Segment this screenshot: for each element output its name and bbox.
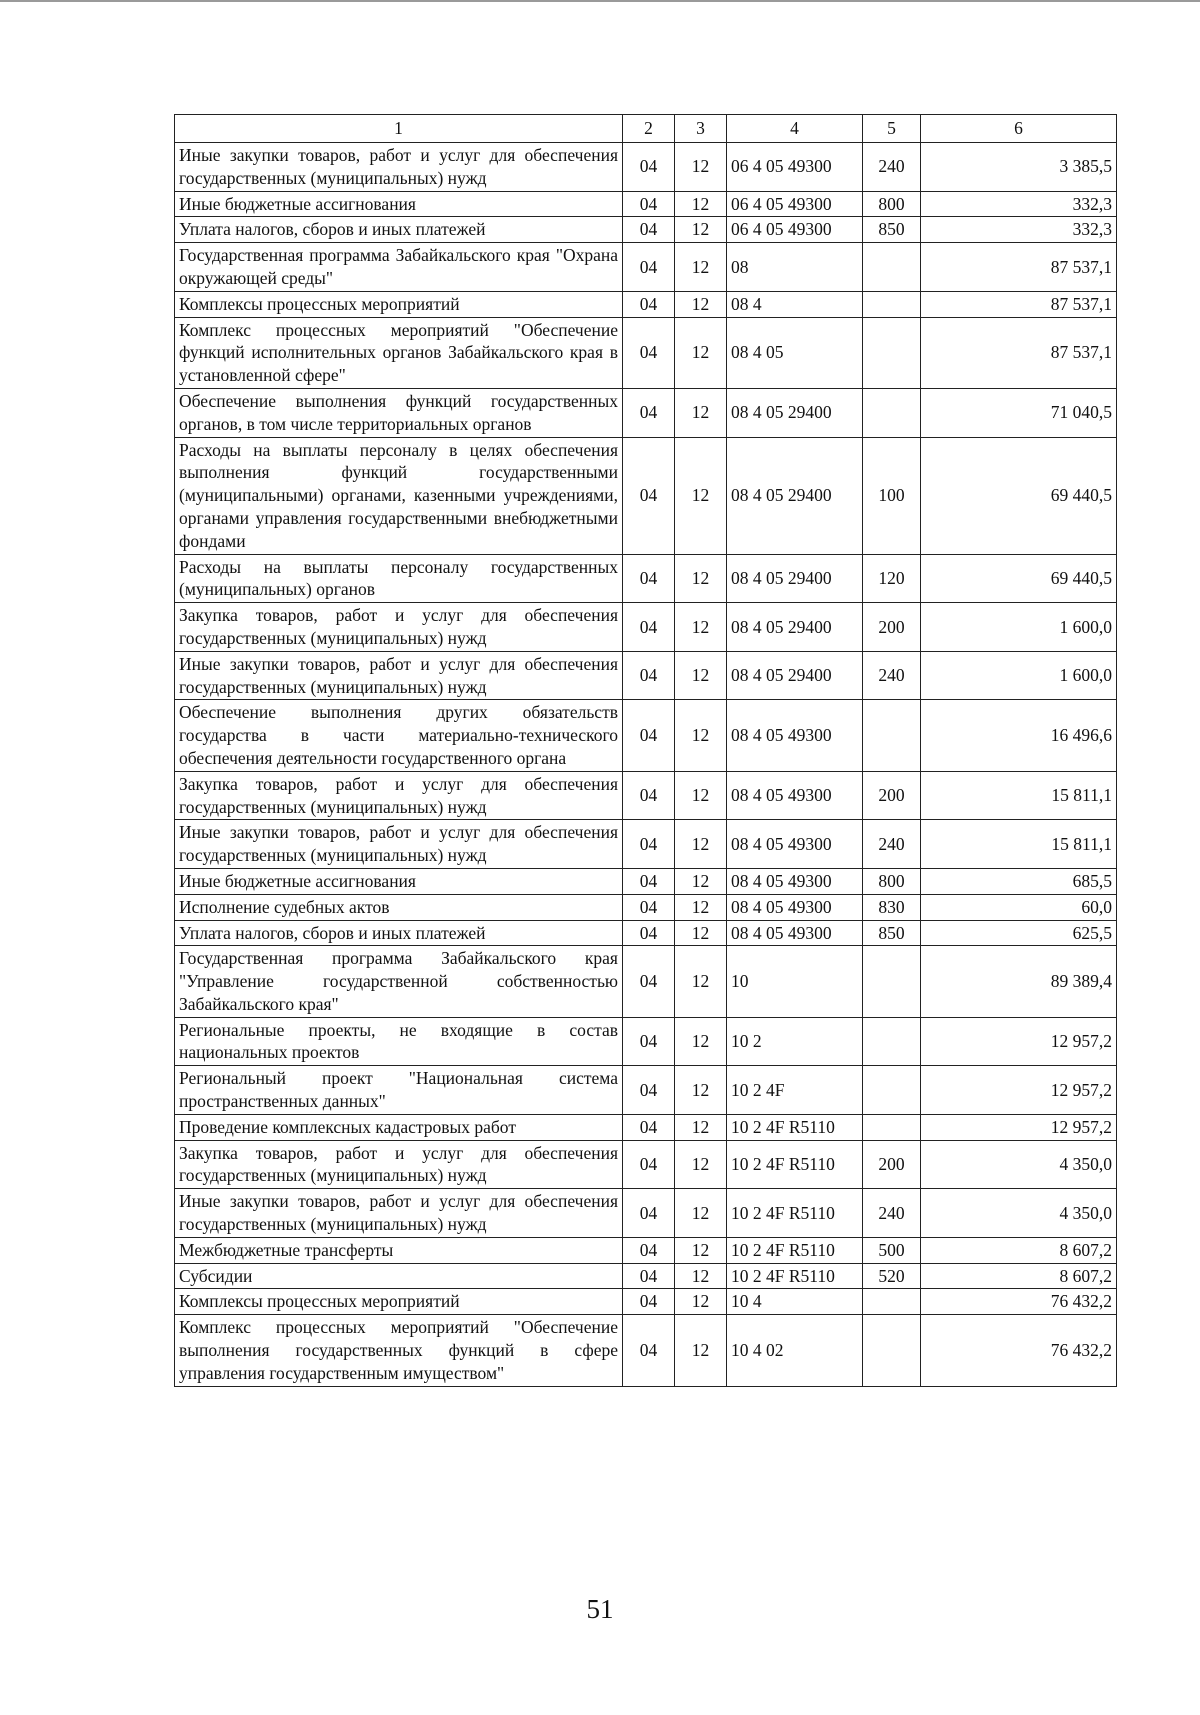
row-name-cell: Комплексы процессных мероприятий (175, 1289, 623, 1315)
row-target-article-cell: 08 4 05 49300 (727, 771, 863, 820)
row-section-cell: 04 (623, 1237, 675, 1263)
row-amount-cell: 685,5 (921, 868, 1117, 894)
row-amount-cell: 15 811,1 (921, 771, 1117, 820)
header-col-1: 1 (175, 115, 623, 143)
row-expense-type-cell: 830 (863, 894, 921, 920)
row-subsection-cell: 12 (675, 291, 727, 317)
row-section-cell: 04 (623, 771, 675, 820)
row-amount-cell: 8 607,2 (921, 1237, 1117, 1263)
row-expense-type-cell: 100 (863, 437, 921, 554)
header-col-2: 2 (623, 115, 675, 143)
row-amount-cell: 16 496,6 (921, 700, 1117, 771)
row-amount-cell: 4 350,0 (921, 1189, 1117, 1238)
row-target-article-cell: 06 4 05 49300 (727, 217, 863, 243)
row-subsection-cell: 12 (675, 317, 727, 388)
table-row (175, 437, 1117, 554)
row-subsection-cell: 12 (675, 1237, 727, 1263)
row-section-cell: 04 (623, 820, 675, 869)
row-amount-cell: 76 432,2 (921, 1289, 1117, 1315)
header-row (175, 115, 1117, 143)
table-row (175, 771, 1117, 820)
row-amount-cell: 76 432,2 (921, 1315, 1117, 1386)
row-subsection-cell: 12 (675, 771, 727, 820)
table-row (175, 191, 1117, 217)
table-row (175, 946, 1117, 1017)
row-section-cell: 04 (623, 217, 675, 243)
row-name-cell: Иные закупки товаров, работ и услуг для обеспечения государственных (муниципальных) нужд (175, 651, 623, 700)
row-expense-type-cell: 240 (863, 651, 921, 700)
row-subsection-cell: 12 (675, 1017, 727, 1066)
row-section-cell: 04 (623, 243, 675, 292)
row-expense-type-cell (863, 1066, 921, 1115)
row-target-article-cell: 10 4 (727, 1289, 863, 1315)
row-expense-type-cell: 240 (863, 143, 921, 192)
row-amount-cell: 332,3 (921, 217, 1117, 243)
row-target-article-cell: 10 2 4F R5110 (727, 1189, 863, 1238)
table-row (175, 868, 1117, 894)
table-row (175, 603, 1117, 652)
row-amount-cell: 625,5 (921, 920, 1117, 946)
row-section-cell: 04 (623, 1263, 675, 1289)
row-expense-type-cell (863, 946, 921, 1017)
table-row (175, 700, 1117, 771)
row-amount-cell: 69 440,5 (921, 554, 1117, 603)
row-name-cell: Расходы на выплаты персоналу в целях обеспечения выполнения функций государственными (муниципальными) органами, казенными учреждениями, органами управления государственными внебюджетными фондами (175, 437, 623, 554)
row-amount-cell: 87 537,1 (921, 317, 1117, 388)
row-name-cell: Закупка товаров, работ и услуг для обеспечения государственных (муниципальных) нужд (175, 771, 623, 820)
table-row (175, 1066, 1117, 1115)
row-target-article-cell: 08 4 05 49300 (727, 894, 863, 920)
row-subsection-cell: 12 (675, 820, 727, 869)
row-name-cell: Исполнение судебных актов (175, 894, 623, 920)
row-amount-cell: 12 957,2 (921, 1066, 1117, 1115)
row-target-article-cell: 08 4 05 49300 (727, 700, 863, 771)
row-subsection-cell: 12 (675, 1189, 727, 1238)
row-amount-cell: 3 385,5 (921, 143, 1117, 192)
table-row (175, 1263, 1117, 1289)
page-number: 51 (586, 1594, 614, 1624)
row-section-cell: 04 (623, 143, 675, 192)
row-target-article-cell: 10 2 4F R5110 (727, 1263, 863, 1289)
row-expense-type-cell: 850 (863, 217, 921, 243)
row-expense-type-cell (863, 1315, 921, 1386)
row-target-article-cell: 08 4 05 49300 (727, 820, 863, 869)
header-col-4: 4 (727, 115, 863, 143)
row-expense-type-cell: 200 (863, 771, 921, 820)
table-row (175, 1237, 1117, 1263)
row-section-cell: 04 (623, 1140, 675, 1189)
row-section-cell: 04 (623, 868, 675, 894)
header-col-3: 3 (675, 115, 727, 143)
row-name-cell: Государственная программа Забайкальского края "Управление государственной собственностью Забайкальского края" (175, 946, 623, 1017)
table-row (175, 1140, 1117, 1189)
row-subsection-cell: 12 (675, 243, 727, 292)
row-subsection-cell: 12 (675, 946, 727, 1017)
row-section-cell: 04 (623, 1315, 675, 1386)
row-section-cell: 04 (623, 651, 675, 700)
row-expense-type-cell: 500 (863, 1237, 921, 1263)
row-subsection-cell: 12 (675, 651, 727, 700)
row-expense-type-cell (863, 1289, 921, 1315)
row-amount-cell: 60,0 (921, 894, 1117, 920)
row-section-cell: 04 (623, 603, 675, 652)
row-subsection-cell: 12 (675, 700, 727, 771)
row-name-cell: Межбюджетные трансферты (175, 1237, 623, 1263)
table-row (175, 1289, 1117, 1315)
row-section-cell: 04 (623, 437, 675, 554)
row-section-cell: 04 (623, 894, 675, 920)
row-target-article-cell: 10 2 (727, 1017, 863, 1066)
row-name-cell: Иные бюджетные ассигнования (175, 868, 623, 894)
row-target-article-cell: 10 2 4F R5110 (727, 1114, 863, 1140)
row-section-cell: 04 (623, 1017, 675, 1066)
row-section-cell: 04 (623, 946, 675, 1017)
table-row (175, 143, 1117, 192)
row-subsection-cell: 12 (675, 437, 727, 554)
table-row (175, 1114, 1117, 1140)
table-row (175, 388, 1117, 437)
row-subsection-cell: 12 (675, 1066, 727, 1115)
row-expense-type-cell (863, 1114, 921, 1140)
row-section-cell: 04 (623, 191, 675, 217)
table-row (175, 1189, 1117, 1238)
row-amount-cell: 4 350,0 (921, 1140, 1117, 1189)
row-subsection-cell: 12 (675, 143, 727, 192)
row-amount-cell: 12 957,2 (921, 1017, 1117, 1066)
table-body (175, 143, 1117, 1387)
row-target-article-cell: 08 4 05 29400 (727, 388, 863, 437)
row-name-cell: Закупка товаров, работ и услуг для обеспечения государственных (муниципальных) нужд (175, 1140, 623, 1189)
row-amount-cell: 87 537,1 (921, 291, 1117, 317)
row-name-cell: Проведение комплексных кадастровых работ (175, 1114, 623, 1140)
row-target-article-cell: 08 4 05 29400 (727, 437, 863, 554)
row-expense-type-cell: 800 (863, 191, 921, 217)
row-subsection-cell: 12 (675, 217, 727, 243)
row-target-article-cell: 08 4 05 29400 (727, 603, 863, 652)
row-target-article-cell: 08 4 05 49300 (727, 868, 863, 894)
row-subsection-cell: 12 (675, 191, 727, 217)
row-target-article-cell: 08 4 05 49300 (727, 920, 863, 946)
table-row (175, 1315, 1117, 1386)
row-target-article-cell: 08 4 05 29400 (727, 651, 863, 700)
row-name-cell: Региональный проект "Национальная система пространственных данных" (175, 1066, 623, 1115)
row-section-cell: 04 (623, 554, 675, 603)
table-row (175, 894, 1117, 920)
row-subsection-cell: 12 (675, 554, 727, 603)
row-amount-cell: 89 389,4 (921, 946, 1117, 1017)
table-row (175, 1017, 1117, 1066)
row-expense-type-cell: 240 (863, 1189, 921, 1238)
row-target-article-cell: 08 4 (727, 291, 863, 317)
row-target-article-cell: 10 2 4F (727, 1066, 863, 1115)
row-target-article-cell: 08 4 05 29400 (727, 554, 863, 603)
row-section-cell: 04 (623, 317, 675, 388)
row-name-cell: Региональные проекты, не входящие в состав национальных проектов (175, 1017, 623, 1066)
row-section-cell: 04 (623, 388, 675, 437)
row-expense-type-cell (863, 700, 921, 771)
row-target-article-cell: 10 4 02 (727, 1315, 863, 1386)
row-amount-cell: 8 607,2 (921, 1263, 1117, 1289)
row-name-cell: Обеспечение выполнения функций государственных органов, в том числе территориальных органов (175, 388, 623, 437)
table-row (175, 920, 1117, 946)
table-row (175, 317, 1117, 388)
row-subsection-cell: 12 (675, 868, 727, 894)
row-target-article-cell: 08 (727, 243, 863, 292)
row-name-cell: Уплата налогов, сборов и иных платежей (175, 217, 623, 243)
row-name-cell: Уплата налогов, сборов и иных платежей (175, 920, 623, 946)
row-target-article-cell: 10 (727, 946, 863, 1017)
row-subsection-cell: 12 (675, 1315, 727, 1386)
row-expense-type-cell (863, 243, 921, 292)
row-section-cell: 04 (623, 291, 675, 317)
row-amount-cell: 1 600,0 (921, 651, 1117, 700)
row-amount-cell: 1 600,0 (921, 603, 1117, 652)
row-expense-type-cell (863, 317, 921, 388)
row-subsection-cell: 12 (675, 1114, 727, 1140)
row-name-cell: Закупка товаров, работ и услуг для обеспечения государственных (муниципальных) нужд (175, 603, 623, 652)
row-expense-type-cell: 200 (863, 603, 921, 652)
row-subsection-cell: 12 (675, 894, 727, 920)
row-amount-cell: 332,3 (921, 191, 1117, 217)
row-target-article-cell: 06 4 05 49300 (727, 143, 863, 192)
row-expense-type-cell: 520 (863, 1263, 921, 1289)
row-name-cell: Комплекс процессных мероприятий "Обеспечение функций исполнительных органов Забайкальского края в установленной сфере" (175, 317, 623, 388)
row-subsection-cell: 12 (675, 603, 727, 652)
row-expense-type-cell (863, 1017, 921, 1066)
row-section-cell: 04 (623, 1114, 675, 1140)
row-amount-cell: 87 537,1 (921, 243, 1117, 292)
table-row (175, 217, 1117, 243)
table-row (175, 554, 1117, 603)
row-amount-cell: 12 957,2 (921, 1114, 1117, 1140)
row-name-cell: Государственная программа Забайкальского края "Охрана окружающей среды" (175, 243, 623, 292)
row-expense-type-cell: 120 (863, 554, 921, 603)
row-name-cell: Иные бюджетные ассигнования (175, 191, 623, 217)
row-subsection-cell: 12 (675, 1140, 727, 1189)
row-section-cell: 04 (623, 700, 675, 771)
row-name-cell: Иные закупки товаров, работ и услуг для обеспечения государственных (муниципальных) нужд (175, 820, 623, 869)
row-section-cell: 04 (623, 1066, 675, 1115)
table-row (175, 820, 1117, 869)
header-col-5: 5 (863, 115, 921, 143)
row-name-cell: Субсидии (175, 1263, 623, 1289)
row-subsection-cell: 12 (675, 388, 727, 437)
row-name-cell: Иные закупки товаров, работ и услуг для обеспечения государственных (муниципальных) нужд (175, 143, 623, 192)
table-row (175, 651, 1117, 700)
row-subsection-cell: 12 (675, 1289, 727, 1315)
row-subsection-cell: 12 (675, 920, 727, 946)
row-expense-type-cell: 200 (863, 1140, 921, 1189)
table-row (175, 291, 1117, 317)
row-amount-cell: 69 440,5 (921, 437, 1117, 554)
table-row (175, 243, 1117, 292)
row-target-article-cell: 10 2 4F R5110 (727, 1140, 863, 1189)
row-section-cell: 04 (623, 1289, 675, 1315)
row-name-cell: Иные закупки товаров, работ и услуг для обеспечения государственных (муниципальных) нужд (175, 1189, 623, 1238)
row-expense-type-cell: 850 (863, 920, 921, 946)
row-amount-cell: 15 811,1 (921, 820, 1117, 869)
row-section-cell: 04 (623, 1189, 675, 1238)
row-target-article-cell: 08 4 05 (727, 317, 863, 388)
row-name-cell: Комплекс процессных мероприятий "Обеспечение выполнения государственных функций в сфере управления государственным имуществом" (175, 1315, 623, 1386)
row-section-cell: 04 (623, 920, 675, 946)
row-name-cell: Расходы на выплаты персоналу государственных (муниципальных) органов (175, 554, 623, 603)
header-col-6: 6 (921, 115, 1117, 143)
row-target-article-cell: 06 4 05 49300 (727, 191, 863, 217)
row-subsection-cell: 12 (675, 1263, 727, 1289)
row-name-cell: Комплексы процессных мероприятий (175, 291, 623, 317)
row-expense-type-cell (863, 388, 921, 437)
row-expense-type-cell: 240 (863, 820, 921, 869)
row-name-cell: Обеспечение выполнения других обязательств государства в части материально-технического обеспечения деятельности государственного органа (175, 700, 623, 771)
row-target-article-cell: 10 2 4F R5110 (727, 1237, 863, 1263)
scan-edge (0, 0, 1200, 6)
budget-table (174, 114, 1117, 1387)
row-expense-type-cell: 800 (863, 868, 921, 894)
row-amount-cell: 71 040,5 (921, 388, 1117, 437)
row-expense-type-cell (863, 291, 921, 317)
